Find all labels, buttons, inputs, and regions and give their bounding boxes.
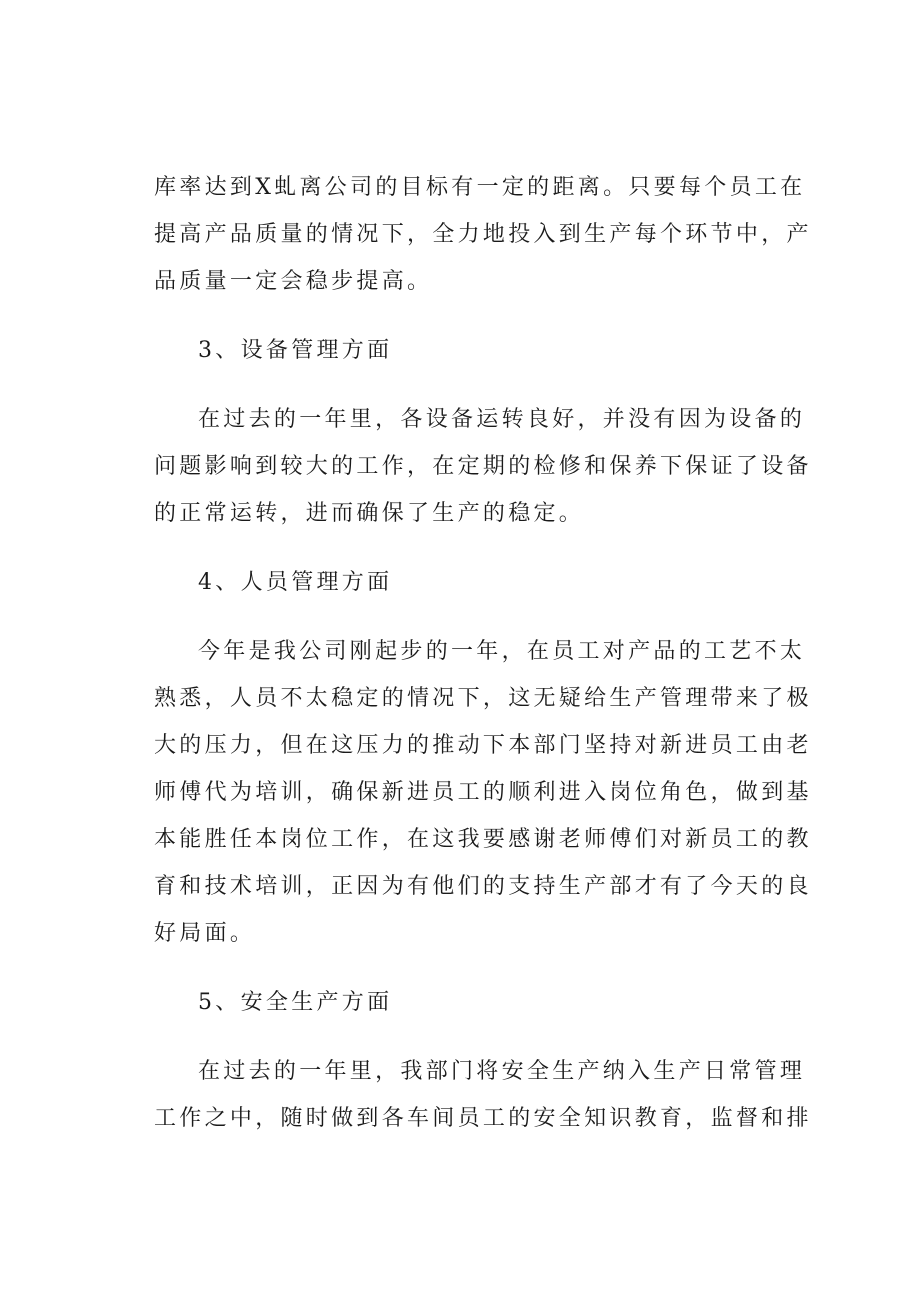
text-line: 本能胜任本岗位工作，在这我要感谢老师傅们对新员工的教 xyxy=(154,827,812,852)
text-line: 熟悉，人员不太稳定的情况下，这无疑给生产管理带来了极 xyxy=(154,686,812,711)
spacer xyxy=(154,537,774,559)
spacer xyxy=(154,957,774,979)
document-body xyxy=(154,164,812,1142)
paragraph-safety xyxy=(154,1048,812,1142)
text-line: 今年是我公司刚起步的一年，在员工对产品的工艺不太 xyxy=(198,639,806,664)
text-line: 育和技术培训，正因为有他们的支持生产部才有了今天的良 xyxy=(154,874,812,899)
section-heading-safety: 5、安全生产方面 xyxy=(198,990,393,1015)
section-heading-equipment: 3、设备管理方面 xyxy=(198,338,393,363)
text-line: 大的压力，但在这压力的推动下本部门坚持对新进员工由老 xyxy=(154,733,812,758)
spacer xyxy=(154,1026,774,1048)
text-line: 在过去的一年里，各设备运转良好，并没有因为设备的 xyxy=(198,407,806,432)
text-line: 好局面。 xyxy=(154,921,256,946)
text-line: 在过去的一年里，我部门将安全生产纳入生产日常管理 xyxy=(198,1059,806,1084)
text-line: 工作之中，随时做到各车间员工的安全知识教育，监督和排 xyxy=(154,1106,812,1131)
section-heading-personnel: 4、人员管理方面 xyxy=(198,570,393,595)
text-line: 问题影响到较大的工作，在定期的检修和保养下保证了设备 xyxy=(154,454,812,479)
text-line: 的正常运转，进而确保了生产的稳定。 xyxy=(154,501,585,526)
paragraph-quality xyxy=(154,164,812,305)
text-line: 提高产品质量的情况下，全力地投入到生产每个环节中，产 xyxy=(154,222,812,247)
text-line: 库率达到X虬离公司的目标有一定的距离。只要每个员工在 xyxy=(154,175,806,200)
paragraph-equipment xyxy=(154,396,812,537)
spacer xyxy=(154,374,774,396)
paragraph-personnel xyxy=(154,628,812,957)
text-line: 品质量一定会稳步提高。 xyxy=(154,269,433,294)
text-line: 师傅代为培训，确保新进员工的顺利进入岗位角色，做到基 xyxy=(154,780,812,805)
spacer xyxy=(154,606,774,628)
spacer xyxy=(154,305,774,327)
